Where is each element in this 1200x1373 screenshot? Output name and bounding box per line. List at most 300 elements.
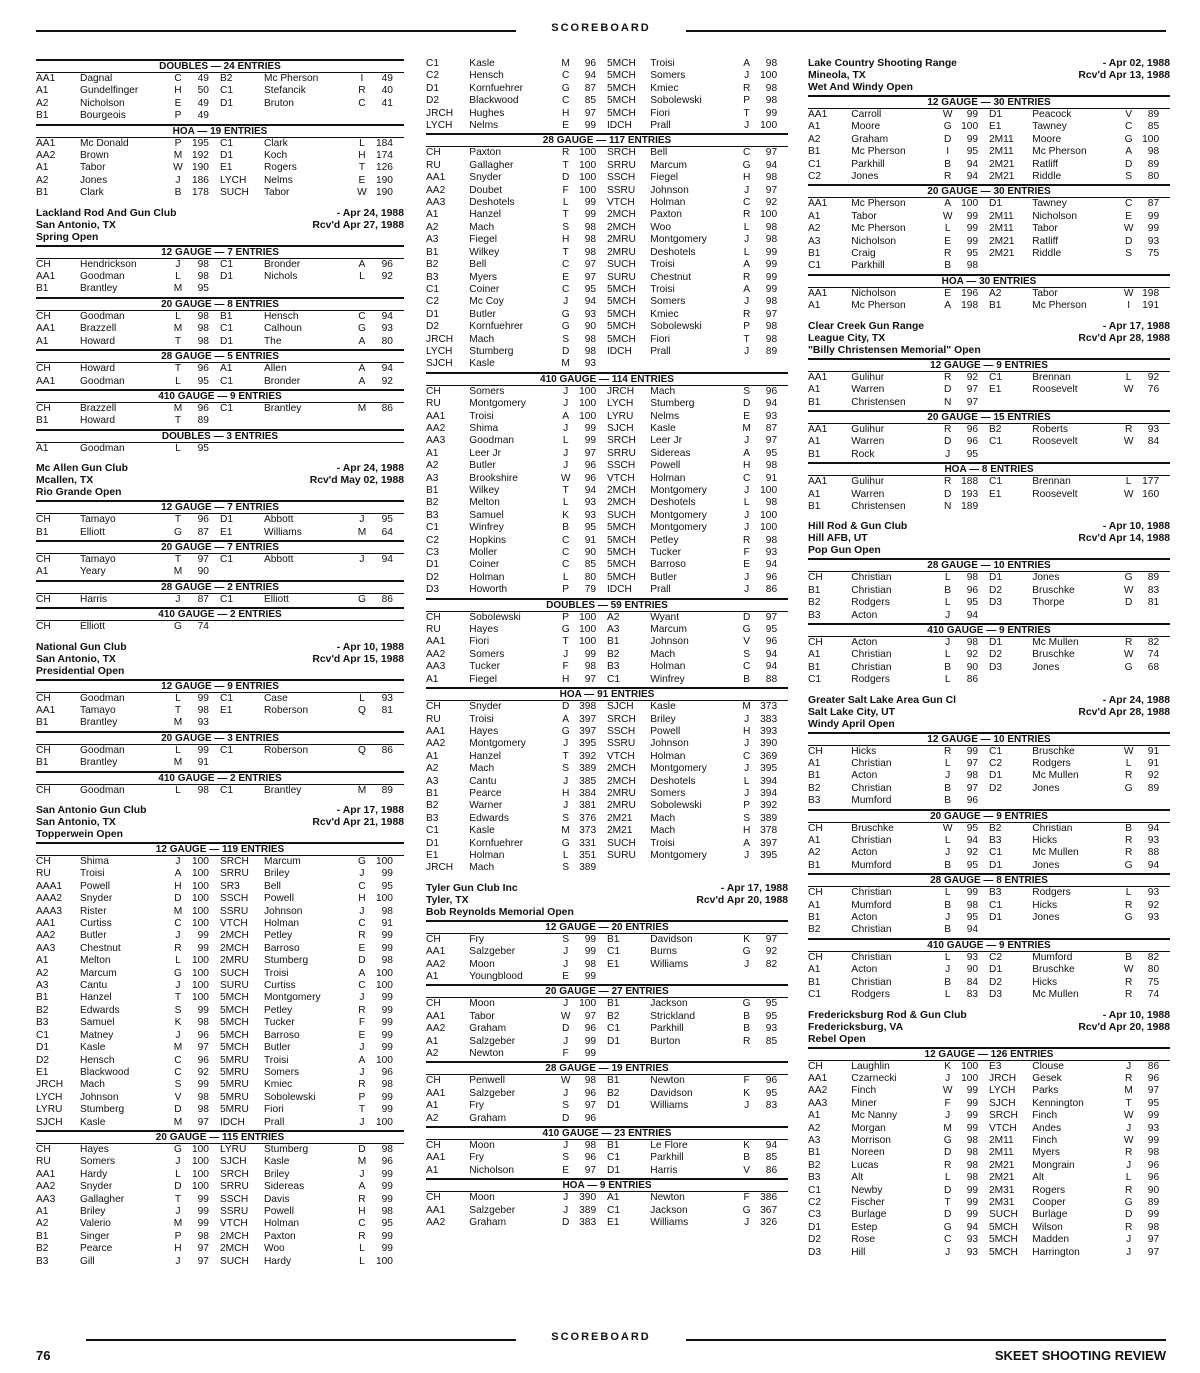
result-row xyxy=(36,1218,404,1230)
shooter-name: Montgomery xyxy=(650,509,707,521)
class-code: B3 xyxy=(426,509,439,521)
score: 95 xyxy=(584,283,597,295)
shooter-name: Tucker xyxy=(263,1017,295,1029)
shooter-initial xyxy=(737,358,757,370)
score: 97 xyxy=(197,1116,209,1128)
shooter-initial: W xyxy=(1123,384,1134,396)
class-code: AAA3 xyxy=(36,905,63,917)
shooter-name: Nicholson xyxy=(1032,210,1077,222)
shooter-name: Brookshire xyxy=(469,472,518,484)
score: 390 xyxy=(579,1192,597,1204)
result-row xyxy=(426,1140,788,1152)
class-code: A1 xyxy=(36,162,49,174)
shooter-initial: B xyxy=(944,782,952,794)
shooter-initial: M xyxy=(357,526,367,538)
score: 99 xyxy=(381,1193,393,1205)
score: 89 xyxy=(381,784,393,796)
shooter-name: Hensch xyxy=(469,70,504,82)
score: 97 xyxy=(1147,1234,1160,1246)
score: 100 xyxy=(579,159,597,171)
class-code: A1 xyxy=(426,673,439,685)
shooter-initial: C xyxy=(742,750,751,762)
shooter-initial: G xyxy=(742,624,751,636)
shooter-name: Mumford xyxy=(851,859,892,871)
shooter-initial: C xyxy=(943,1234,952,1246)
score: 90 xyxy=(1147,1184,1160,1196)
shooter-name xyxy=(264,566,352,578)
class-code: C2 xyxy=(808,1196,822,1208)
result-row xyxy=(808,288,1170,300)
score xyxy=(756,1113,788,1125)
class-code: 5MCH xyxy=(606,58,636,69)
class-code: C2 xyxy=(426,296,440,308)
class-code: C1 xyxy=(219,784,233,796)
class-code: B1 xyxy=(36,415,49,427)
shooter-name: Kasle xyxy=(650,422,676,434)
shooter-initial: G xyxy=(561,837,570,849)
class-code: A3 xyxy=(36,980,49,992)
result-row xyxy=(808,300,1170,312)
entries-count: 2 ENTRIES xyxy=(230,609,282,621)
shooter-initial: T xyxy=(174,363,182,375)
score: 81 xyxy=(1147,597,1160,609)
score: 193 xyxy=(961,488,979,500)
meet-event xyxy=(808,82,1170,94)
score: 98 xyxy=(765,58,778,69)
score: 92 xyxy=(966,847,979,859)
meet-date: - Apr 17, 1988 xyxy=(1102,320,1170,332)
shooter-initial xyxy=(737,971,757,983)
gauge-label: 12 GAUGE xyxy=(161,680,212,692)
score: 89 xyxy=(1147,109,1160,120)
shooter-initial: D xyxy=(561,701,570,713)
score xyxy=(1138,924,1170,936)
result-row xyxy=(426,222,788,234)
shooter-initial: P xyxy=(358,1091,366,1103)
class-code: D1 xyxy=(988,109,1002,120)
shooter-initial: T xyxy=(174,1193,182,1205)
score: 92 xyxy=(765,197,778,209)
score: 99 xyxy=(197,1218,209,1230)
shooter-initial: R xyxy=(742,308,751,320)
class-code: B1 xyxy=(808,912,821,924)
class-code: D1 xyxy=(988,964,1002,976)
shooter-name: Mc Pherson xyxy=(851,198,906,210)
result-row xyxy=(808,823,1170,835)
score xyxy=(1138,397,1170,409)
score: 98 xyxy=(584,345,597,357)
shooter-initial xyxy=(1119,795,1139,807)
shooter-name: Brazzell xyxy=(79,323,117,335)
score: 98 xyxy=(584,958,597,970)
class-code: AA2 xyxy=(426,184,446,196)
shooter-initial: D xyxy=(943,436,952,448)
shooter-initial: J xyxy=(945,912,951,924)
shooter-name: Hendrickson xyxy=(79,258,137,270)
class-code: RU xyxy=(426,398,441,410)
class-code: B3 xyxy=(606,661,620,673)
club-city: Mcallen, TX xyxy=(36,475,94,487)
class-code: A2 xyxy=(36,967,49,979)
shooter-initial: W xyxy=(1123,287,1134,299)
class-code: B3 xyxy=(426,271,439,283)
score: 81 xyxy=(381,704,393,716)
shooter-name: Howard xyxy=(79,363,116,375)
result-row xyxy=(426,334,788,346)
shooter-name: Bronder xyxy=(263,375,301,387)
class-code: AA1 xyxy=(426,1152,446,1164)
club-meet xyxy=(808,1010,1170,1260)
shooter-name: Prall xyxy=(650,120,671,132)
result-row xyxy=(426,185,788,197)
shooter-name: Troisi xyxy=(263,1054,289,1066)
shooter-initial: S xyxy=(562,1100,570,1112)
result-row xyxy=(426,120,788,132)
score: 97 xyxy=(584,1010,597,1022)
class-code: JRCH xyxy=(36,1079,64,1091)
shooter-name: Penwell xyxy=(469,1075,505,1087)
shooter-initial: F xyxy=(562,184,569,196)
shooter-initial: V xyxy=(174,1091,182,1103)
result-row xyxy=(808,1061,1170,1073)
page-header xyxy=(36,20,1166,40)
shooter-name: Petley xyxy=(263,930,293,942)
score: 99 xyxy=(765,283,778,295)
class-code: B3 xyxy=(988,887,1002,899)
result-row xyxy=(808,1209,1170,1221)
gauge-dash: — xyxy=(581,689,598,701)
shooter-initial: R xyxy=(1124,976,1133,988)
score: 75 xyxy=(1147,976,1160,988)
gauge-dash: — xyxy=(211,298,228,310)
shooter-initial: C xyxy=(561,70,570,82)
shooter-name: Newton xyxy=(650,1192,685,1204)
shooter-initial: B xyxy=(944,661,952,673)
shooter-name xyxy=(650,1113,737,1125)
shooter-name: Jones xyxy=(1032,859,1060,871)
gauge-section-header xyxy=(808,873,1170,887)
result-row xyxy=(808,674,1170,686)
shooter-name: Finch xyxy=(851,1085,877,1097)
shooter-initial: L xyxy=(359,137,365,149)
score: 99 xyxy=(966,887,979,899)
entries-count: 7 ENTRIES xyxy=(227,541,279,553)
score: 389 xyxy=(579,1204,597,1216)
meet-location xyxy=(808,1022,1170,1034)
shooter-initial: S xyxy=(174,1079,182,1091)
shooter-initial: G xyxy=(561,624,570,636)
entries-count: 9 ENTRIES xyxy=(999,939,1051,951)
shooter-initial: L xyxy=(743,497,750,509)
gauge-label: 28 GAUGE xyxy=(545,1063,596,1075)
shooter-initial xyxy=(1119,674,1139,686)
score: 95 xyxy=(966,448,979,460)
gauge-label: 12 GAUGE xyxy=(161,246,212,258)
shooter-initial: L xyxy=(944,1172,951,1184)
shooter-name xyxy=(650,862,737,874)
class-code xyxy=(989,795,1032,807)
class-code: SSRU xyxy=(219,1205,249,1217)
class-code: 5MCH xyxy=(988,1246,1018,1258)
results-table xyxy=(808,952,1170,1002)
shooter-name: Acton xyxy=(851,912,878,924)
shooter-initial: J xyxy=(563,1204,569,1216)
shooter-initial: I xyxy=(946,146,950,158)
class-code: A1 xyxy=(606,1192,620,1204)
shooter-initial: G xyxy=(1124,133,1133,145)
entries-count: 3 ENTRIES xyxy=(226,430,279,442)
meet-event xyxy=(36,666,404,678)
shooter-initial: C xyxy=(174,1066,182,1078)
gauge-label: 410 GAUGE xyxy=(927,939,984,951)
shooter-initial: S xyxy=(562,1152,570,1164)
entries-count: 7 ENTRIES xyxy=(227,502,279,514)
class-code: RU xyxy=(36,1156,51,1168)
score: 96 xyxy=(584,1023,597,1035)
shooter-name: Mc Mullen xyxy=(1032,770,1079,782)
score: 94 xyxy=(584,70,597,82)
result-row xyxy=(426,862,788,874)
result-row xyxy=(36,1117,404,1129)
shooter-initial: W xyxy=(942,210,953,222)
gauge-dash: — xyxy=(980,875,997,887)
gauge-dash: — xyxy=(211,246,228,258)
class-code: A3 xyxy=(426,472,439,484)
score: 93 xyxy=(584,308,597,320)
class-code: 5MCH xyxy=(606,107,636,119)
score: 99 xyxy=(381,868,393,880)
class-code: 2MCH xyxy=(606,497,636,509)
result-row xyxy=(808,248,1170,260)
shooter-initial: R xyxy=(943,423,952,435)
shooter-name: Williams xyxy=(650,1217,689,1229)
class-code: 5MRU xyxy=(219,1079,249,1091)
shooter-name: Graham xyxy=(469,1112,507,1124)
event-name: Rebel Open xyxy=(808,1033,866,1045)
gauge-dash: — xyxy=(595,921,612,933)
class-code xyxy=(989,674,1032,686)
shooter-name: Bourgeois xyxy=(79,110,126,122)
shooter-initial: M xyxy=(357,784,367,796)
score: 85 xyxy=(765,1035,778,1047)
score: 98 xyxy=(765,221,778,233)
shooter-name: Briley xyxy=(263,1168,290,1180)
score: 94 xyxy=(966,171,979,183)
class-code: AAA1 xyxy=(36,880,63,892)
score: 83 xyxy=(1147,584,1160,596)
shooter-initial: G xyxy=(174,621,182,633)
gauge-label: 20 GAUGE xyxy=(161,732,212,744)
result-row xyxy=(426,959,788,971)
shooter-initial: J xyxy=(945,448,951,460)
result-row xyxy=(808,384,1170,396)
score xyxy=(372,621,404,633)
shooter-initial: J xyxy=(175,1156,181,1168)
shooter-initial: J xyxy=(744,787,750,799)
club-city: Fredericksburg, VA xyxy=(808,1021,904,1033)
shooter-name: Brazzell xyxy=(79,402,117,414)
shooter-initial: T xyxy=(174,514,182,526)
shooter-name: Hicks xyxy=(1032,835,1058,847)
class-code: B1 xyxy=(808,500,821,512)
class-code: C1 xyxy=(606,946,620,958)
shooter-initial: J xyxy=(744,296,750,308)
result-row xyxy=(36,918,404,930)
results-table xyxy=(36,856,404,1129)
class-code: E1 xyxy=(219,162,233,174)
class-code: CH xyxy=(808,572,823,584)
score xyxy=(1138,501,1170,513)
result-row xyxy=(426,346,788,358)
shooter-name: Newton xyxy=(650,1075,685,1087)
class-code xyxy=(220,566,264,578)
score: 95 xyxy=(765,624,778,636)
class-code: A1 xyxy=(426,447,439,459)
shooter-initial: T xyxy=(1125,1097,1132,1109)
shooter-initial: T xyxy=(562,246,569,258)
score: 196 xyxy=(961,287,979,299)
result-row xyxy=(426,448,788,460)
class-code: A1 xyxy=(36,955,49,967)
result-row xyxy=(36,955,404,967)
class-code: LYCH xyxy=(988,1085,1016,1097)
gauge-section-header xyxy=(426,372,788,386)
class-code: 5MCH xyxy=(219,1029,249,1041)
class-code: C1 xyxy=(988,436,1002,448)
shooter-name: Brantley xyxy=(263,402,302,414)
event-name: Windy April Open xyxy=(808,718,895,730)
score: 79 xyxy=(584,584,597,596)
shooter-initial: M xyxy=(357,1156,367,1168)
result-row xyxy=(36,162,404,174)
shooter-name: Tucker xyxy=(650,547,682,559)
class-code: A1 xyxy=(808,436,821,448)
shooter-name: Peacock xyxy=(1032,109,1072,120)
score: 99 xyxy=(1147,223,1160,235)
class-code: E1 xyxy=(219,704,233,716)
gauge-label: 20 GAUGE xyxy=(927,411,978,423)
results-table xyxy=(36,621,404,633)
class-code: B1 xyxy=(36,526,49,538)
shooter-initial: F xyxy=(944,1097,951,1109)
score: 86 xyxy=(381,402,393,414)
score: 99 xyxy=(584,120,597,132)
score: 190 xyxy=(375,174,393,186)
class-code: SURU xyxy=(606,271,636,283)
score: 94 xyxy=(966,1221,979,1233)
shooter-initial: E xyxy=(358,174,366,186)
shooter-initial: H xyxy=(742,172,751,184)
class-code xyxy=(220,757,264,769)
class-code: D3 xyxy=(988,661,1002,673)
result-row xyxy=(426,661,788,673)
score: 50 xyxy=(197,85,209,97)
gauge-label: 12 GAUGE xyxy=(927,733,978,745)
shooter-name: Bruschke xyxy=(1032,964,1075,976)
result-row xyxy=(426,309,788,321)
shooter-initial: S xyxy=(562,933,570,945)
class-code: A1 xyxy=(426,971,439,982)
shooter-initial: G xyxy=(561,321,570,333)
score: 99 xyxy=(584,946,597,958)
shooter-name: Nicholson xyxy=(469,1164,515,1176)
score: 100 xyxy=(579,398,597,410)
result-row xyxy=(36,968,404,980)
result-row xyxy=(808,835,1170,847)
shooter-name: Stumberg xyxy=(263,1143,309,1155)
meet-event xyxy=(808,345,1170,357)
score: 94 xyxy=(966,924,979,936)
shooter-name: Kmiec xyxy=(263,1079,293,1091)
class-code: A1 xyxy=(36,442,49,454)
shooter-name: Goodman xyxy=(469,435,515,447)
shooter-initial: C xyxy=(561,547,570,559)
shooter-name: Mach xyxy=(650,825,676,837)
class-code: CH xyxy=(426,1075,441,1087)
score: 351 xyxy=(579,849,597,861)
class-code: SRCH xyxy=(988,1110,1018,1122)
score xyxy=(372,757,404,769)
class-code: 2MRU xyxy=(606,246,636,258)
club-name: Mc Allen Gun Club xyxy=(36,463,128,475)
meet-heading xyxy=(808,1010,1170,1022)
shooter-name: Fry xyxy=(469,1152,484,1164)
class-code: B1 xyxy=(808,770,821,782)
result-row xyxy=(426,160,788,172)
shooter-name: Mc Mullen xyxy=(1032,989,1079,1001)
class-code: AA1 xyxy=(36,375,56,387)
score: 87 xyxy=(1147,198,1160,210)
class-code: A1 xyxy=(808,121,821,133)
result-row xyxy=(36,1042,404,1054)
class-code: 2MRU xyxy=(606,787,636,799)
shooter-initial: J xyxy=(945,636,951,648)
score: 95 xyxy=(966,859,979,871)
result-row xyxy=(808,1098,1170,1110)
class-code: D1 xyxy=(426,82,440,94)
class-code: B1 xyxy=(606,933,620,945)
shooter-initial: M xyxy=(173,905,183,917)
shooter-name xyxy=(650,1048,737,1060)
score xyxy=(1138,610,1170,622)
score: 100 xyxy=(375,893,393,905)
shooter-initial: A xyxy=(358,1181,366,1193)
shooter-initial: J xyxy=(563,775,569,787)
results-table xyxy=(36,311,404,348)
result-row xyxy=(808,1073,1170,1085)
shooter-name: Rogers xyxy=(1032,1184,1066,1196)
class-code: AA1 xyxy=(426,410,446,422)
gauge-dash: — xyxy=(977,560,994,572)
score: 93 xyxy=(1147,912,1160,924)
shooter-initial: J xyxy=(945,1246,951,1258)
club-meet xyxy=(36,642,404,797)
gauge-section-header xyxy=(808,809,1170,823)
shooter-name: Johnson xyxy=(79,1091,119,1103)
class-code: C1 xyxy=(988,847,1002,859)
meet-heading xyxy=(808,521,1170,533)
result-row xyxy=(426,1165,788,1177)
shooter-initial: L xyxy=(359,1255,365,1267)
score: 99 xyxy=(765,107,778,119)
score: 96 xyxy=(765,1075,778,1087)
result-row xyxy=(426,108,788,120)
shooter-name: Le Flore xyxy=(650,1140,688,1152)
score: 85 xyxy=(1147,121,1160,133)
shooter-name: Kasle xyxy=(650,701,676,713)
shooter-name: Mc Pherson xyxy=(851,223,906,235)
score: 98 xyxy=(584,1140,597,1152)
